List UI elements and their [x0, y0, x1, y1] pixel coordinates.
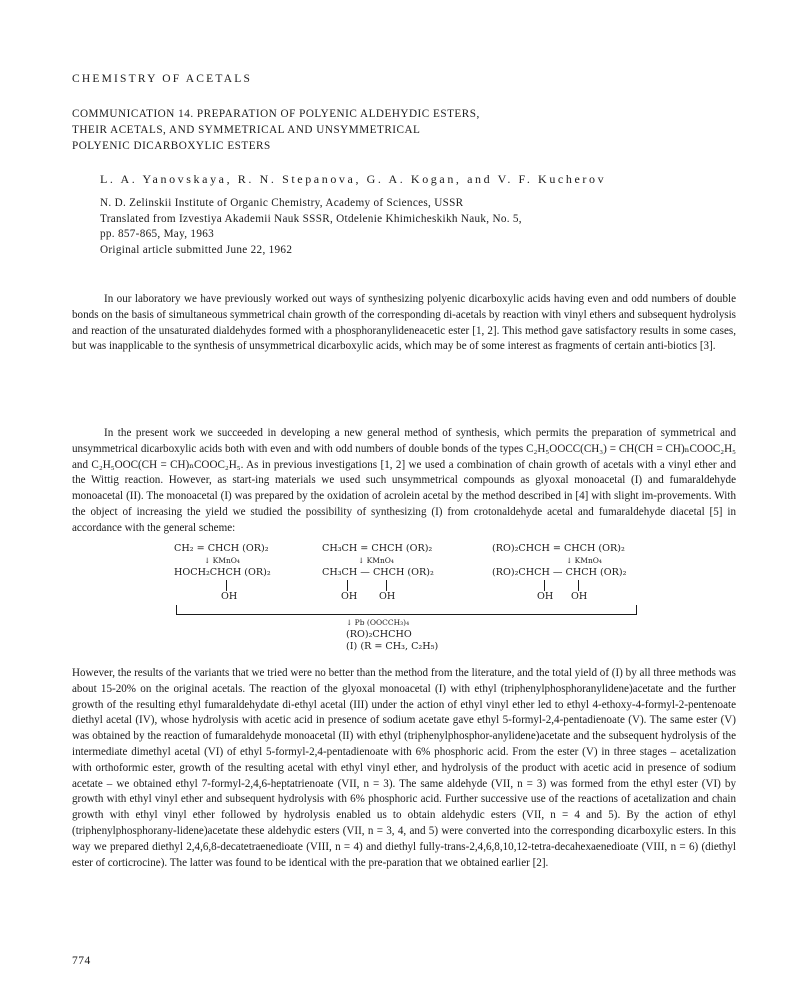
- scheme-product: (RO)₂CHCHO: [346, 629, 412, 640]
- scheme-reagent-1: ↓ KMnO₄: [204, 556, 240, 565]
- formula-symmetric-ester: C₂H₅OOCC(CH₃) = CH(CH = CH)ₙCOOC₂H₅: [526, 442, 737, 455]
- scheme-hydroxyl-3a: OH: [537, 591, 554, 602]
- article-title: [72, 106, 480, 154]
- page-number: 774: [72, 955, 91, 967]
- scheme-hydroxyl-2a: OH: [341, 591, 358, 602]
- scheme-reagent-2: ↓ KMnO₄: [358, 556, 394, 565]
- paragraph-text: In the present work we succeeded in developing a new general method of synthesis, which permits the preparation of symmetrical and unsymmetrical dicarboxylic acids both with even and with odd numbers of double bonds of the types: [72, 427, 736, 455]
- paragraph-text: However, the results of the variants that we tried were no better than the method from the literature, and the total yield of (I) by all three methods was about 15-20% on the original acetals. The reaction of the glyoxal monoacetal (I) with ethyl (triphenylphosphoranylidene)acetate and the further growth of the resulting ethyl fumaraldehydate di-ethyl acetal (III) under the action of ethyl vinyl ether led to ethyl 4-ethoxy-4-formyl-2-pentenoate diethyl acetal (IV), whose hydrolysis with acetic acid in presence of sodium acetate gave ethyl 5-formyl-2,4-pentadienoate (V). The same ester (V) was obtained by the reaction of fumaraldehyde monoacetal (II) with ethyl (triphenylphosphor-anylidene)acetate and the subsequent hydrolysis of the intermediate dimethyl acetal (VI) of ethyl 5-formyl-2,4-pentadienoate with 6% phosphoric acid. From the ester (V) in three stages – acetalization with orthoformic ester, growth of the resulting acetal with ethyl vinyl ether, and hydrolysis of the product with acetic acid in presence of sodium acetate – we obtained ethyl 7-formyl-2,4,6-heptatrienoate (VII, n = 3). The same aldehyde (VII, n = 3) was formed from the ethyl ester (VI) by growth with ethyl vinyl ether and subsequent hydrolysis with 6% phosphoric acid. Further successive use of the reactions of acetalization and chain growth with ethyl vinyl ether followed by hydrolysis enabled us to obtain aldehydic esters (VII, n = 4 and 5). By the action of ethyl (triphenylphosphorany-lidene)acetate these aldehydic esters (VII, n = 3, 4, and 5) were converted into the corresponding dicarboxylic esters. In this way we prepared diethyl 2,4,6,8-decatetraenedioate (VIII, n = 4) and diethyl fully-trans-2,4,6,8,10,12-tetra-decahexaenedioate (VIII, n = 6) (diethyl ester of corticrocine). The latter was found to be identical with the pre-paration that we obtained earlier [2].: [72, 667, 736, 869]
- reaction-scheme: [174, 543, 644, 661]
- scheme-hydroxyl-3b: OH: [571, 591, 588, 602]
- pages-line: pp. 857-865, May, 1963: [100, 228, 215, 240]
- scheme-reactant-2: CH₃CH = CHCH (OR)₂: [322, 543, 433, 554]
- scheme-bond-line: [578, 580, 579, 591]
- paragraph-results: [72, 666, 736, 871]
- scheme-bond-line: [544, 580, 545, 591]
- scheme-bond-line: [226, 580, 227, 591]
- formula-unsymmetric-ester: C₂H₅OOC(CH = CH)ₙCOOC₂H₅: [91, 458, 241, 471]
- paragraph-method: [72, 426, 736, 537]
- scheme-bond-line: [347, 580, 348, 591]
- title-line: POLYENIC DICARBOXYLIC ESTERS: [72, 140, 271, 152]
- scheme-reactant-3: (RO)₂CHCH = CHCH (OR)₂: [492, 543, 625, 554]
- scheme-hydroxyl-2b: OH: [379, 591, 396, 602]
- scheme-intermediate-1: HOCH₂CHCH (OR)₂: [174, 567, 271, 578]
- title-line: COMMUNICATION 14. PREPARATION OF POLYENIC ALDEHYDIC ESTERS,: [72, 108, 480, 120]
- scheme-reactant-1: CH₂ = CHCH (OR)₂: [174, 543, 269, 554]
- scheme-reagent-3: ↓ KMnO₄: [566, 556, 602, 565]
- submission-date-line: Original article submitted June 22, 1962: [100, 243, 293, 256]
- paragraph-text: and: [72, 458, 92, 471]
- scheme-intermediate-3: (RO)₂CHCH — CHCH (OR)₂: [492, 567, 627, 578]
- series-heading: CHEMISTRY OF ACETALS: [72, 73, 253, 85]
- affiliation-line: N. D. Zelinskii Institute of Organic Chemistry, Academy of Sciences, USSR: [100, 197, 464, 209]
- scheme-final-reagent: ↓ Pb (OOCCH₃)₄: [346, 618, 410, 627]
- paragraph-text: . As in previous investigations [1, 2] we used a combination of chain growth of acetals with a vinyl ether and the Wittig reaction. However, as start-ing materials we used such unsymmetrical compounds as glyoxal monoacetal (I) and fumaraldehyde monoacetal (II). The monoacetal (I) was prepared by the oxidation of acrolein acetal by the method described in [4] with slight im-provements. With the object of increasing the yield we studied the possibility of synthesizing (I) from crotonaldehyde acetal and fumaraldehyde diacetal [5] in accordance with the general scheme:: [72, 458, 737, 534]
- author-list: L. A. Yanovskaya, R. N. Stepanova, G. A. Kogan, and V. F. Kucherov: [100, 172, 607, 186]
- affiliation-block: [100, 196, 522, 258]
- scheme-product-label: (I) (R = CH₃, C₂H₅): [346, 641, 439, 652]
- paragraph-intro: [72, 292, 736, 355]
- title-line: THEIR ACETALS, AND SYMMETRICAL AND UNSYMMETRICAL: [72, 124, 421, 136]
- scheme-bracket-line: [176, 614, 637, 615]
- scheme-bond-line: [386, 580, 387, 591]
- translation-source-line: Translated from Izvestiya Akademii Nauk SSSR, Otdelenie Khimicheskikh Nauk, No. 5,: [100, 212, 522, 225]
- scheme-hydroxyl-1: OH: [221, 591, 238, 602]
- scheme-intermediate-2: CH₃CH — CHCH (OR)₂: [322, 567, 434, 578]
- paragraph-text: In our laboratory we have previously worked out ways of synthesizing polyenic dicarboxylic acids having even and odd numbers of double bonds on the basis of simultaneous symmetrical chain growth of the corresponding di-acetals by reaction with vinyl ethers and subsequent hydrolysis and reaction of the unsaturated dialdehydes formed with a phosphoranylideneacetic ester [1, 2]. This method gave satisfactory results in some cases, but was inapplicable to the synthesis of unsymmetrical dicarboxylic acids, which may be of some interest as fragments of certain anti-biotics [3].: [72, 293, 736, 353]
